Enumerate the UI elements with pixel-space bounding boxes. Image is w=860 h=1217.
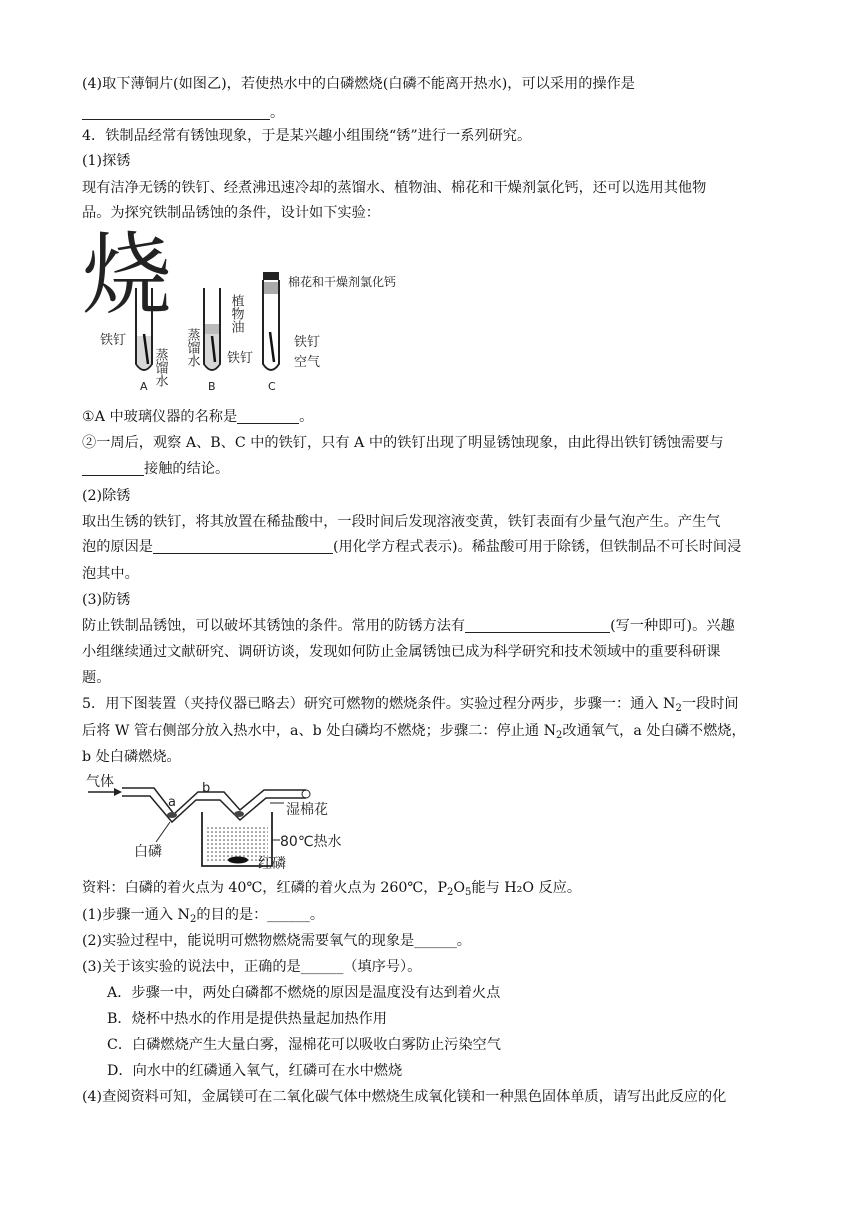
b-label: b bbox=[202, 781, 211, 796]
question-line: (1)步骤一通入 $N_2$的目的是：______。 bbox=[82, 907, 325, 925]
paragraph-line: 泡其中。 bbox=[82, 566, 139, 582]
paragraph-line: 题。 bbox=[82, 670, 111, 686]
answer-blank-line: 。 bbox=[82, 103, 284, 123]
answer-blank bbox=[465, 618, 610, 633]
iron-nail-label-c: 铁钉 bbox=[294, 335, 321, 350]
section-heading: (1)探锈 bbox=[82, 153, 131, 169]
answer-blank bbox=[82, 461, 144, 476]
distilled-water-label-b: 蒸馏水 bbox=[184, 328, 200, 367]
hot-water-label: 80℃热水 bbox=[280, 834, 342, 850]
test-tube-c bbox=[263, 272, 279, 370]
paragraph-line: 小组继续通过文献研究、调研访谈，发现如何防止金属锈蚀已成为科学研究和技术领域中的重要科研课 bbox=[82, 644, 721, 660]
watermark: 烧 bbox=[82, 223, 172, 328]
question-5-line: 后将 W 管右侧部分放入热水中，a、b 处白磷均不燃烧；步骤二：停止通 $N_2$改通氧气，a 处白磷不燃烧， bbox=[82, 723, 746, 741]
question-5-line: b 处白磷燃烧。 bbox=[82, 749, 181, 765]
red-phosphorus-label: 红磷 bbox=[258, 856, 286, 872]
distilled-water-label: 蒸馏水 bbox=[152, 348, 168, 387]
question-4-title: 4．铁制品经常有锈蚀现象，于是某兴趣小组围绕“锈”进行一系列研究。 bbox=[82, 128, 532, 144]
option-a: A．步骤一中，两处白磷都不燃烧的原因是温度没有达到着火点 bbox=[107, 985, 501, 1001]
answer-blank bbox=[237, 409, 299, 424]
white-phosphorus-label: 白磷 bbox=[134, 844, 162, 860]
paragraph-line: 防止铁制品锈蚀，可以破坏其锈蚀的条件。常用的防锈方法有 (写一种即可)。兴趣 bbox=[82, 618, 735, 634]
question-line: ②一周后，观察 A、B、C 中的铁钉，只有 A 中的铁钉出现了明显锈蚀现象，由此得出铁钉锈蚀需要与 bbox=[82, 435, 724, 451]
vegetable-oil-label: 植物油 bbox=[228, 294, 244, 333]
tube-label-c: C bbox=[268, 380, 276, 393]
answer-blank bbox=[153, 539, 333, 554]
option-b: B．烧杯中热水的作用是提供热量起加热作用 bbox=[107, 1011, 387, 1027]
wet-cotton-label: 湿棉花 bbox=[286, 802, 328, 818]
section-heading: (2)除锈 bbox=[82, 488, 131, 504]
option-c: C．白磷燃烧产生大量白雾，湿棉花可以吸收白雾防止污染空气 bbox=[107, 1037, 501, 1053]
tube-label-b: B bbox=[208, 380, 216, 393]
combustion-apparatus-figure bbox=[82, 770, 352, 874]
answer-blank bbox=[82, 105, 270, 120]
iron-nail-label-b: 铁钉 bbox=[227, 351, 254, 366]
info-line: 资料：白磷的着火点为 40℃，红磷的着火点为 260℃，$P_2O_5$能与 H₂O 反应。 bbox=[82, 880, 582, 898]
iron-nail-label: 铁钉 bbox=[100, 333, 127, 348]
question-line: (2)实验过程中，能说明可燃物燃烧需要氧气的现象是______。 bbox=[82, 933, 471, 949]
air-label: 空气 bbox=[294, 355, 321, 370]
test-tube-b bbox=[204, 288, 220, 370]
paragraph-line: 现有洁净无锈的铁钉、经煮沸迅速冷却的蒸馏水、植物油、棉花和干燥剂氯化钙，还可以选用其他物 bbox=[82, 180, 707, 196]
question-line: (3)关于该实验的说法中，正确的是______（填序号）。 bbox=[82, 959, 422, 975]
gas-label: 气体 bbox=[86, 774, 114, 790]
section-heading: (3)防锈 bbox=[82, 592, 131, 608]
question-line: ①A 中玻璃仪器的名称是 。 bbox=[82, 409, 314, 425]
option-d: D．向水中的红磷通入氧气，红磷可在水中燃烧 bbox=[107, 1063, 403, 1079]
question-line: (4)查阅资料可知，金属镁可在二氧化碳气体中燃烧生成氧化镁和一种黑色固体单质，请写出此反应的化 bbox=[82, 1089, 727, 1105]
question-line: 接触的结论。 bbox=[82, 459, 229, 479]
rust-experiment-figure bbox=[82, 223, 397, 398]
paragraph-line: 泡的原因是 (用化学方程式表示)。稀盐酸可用于除锈，但铁制品不可长时间浸 bbox=[82, 539, 742, 555]
paragraph-line: 取出生锈的铁钉，将其放置在稀盐酸中，一段时间后发现溶液变黄，铁钉表面有少量气泡产生。产生气 bbox=[82, 514, 721, 530]
a-label: a bbox=[168, 795, 176, 810]
cotton-desiccant-label: 棉花和干燥剂氯化钙 bbox=[288, 275, 397, 289]
question-5-line: 5．用下图装置（夹持仪器已略去）研究可燃物的燃烧条件。实验过程分两步，步骤一：通入 $N_2$一段时间 bbox=[82, 696, 739, 714]
paragraph-line: 品。为探究铁制品锈蚀的条件，设计如下实验： bbox=[82, 205, 380, 221]
tube-label-a: A bbox=[140, 380, 148, 393]
question-line: (4)取下薄铜片(如图乙)，若使热水中的白磷燃烧(白磷不能离开热水)，可以采用的操作是 bbox=[82, 76, 635, 92]
